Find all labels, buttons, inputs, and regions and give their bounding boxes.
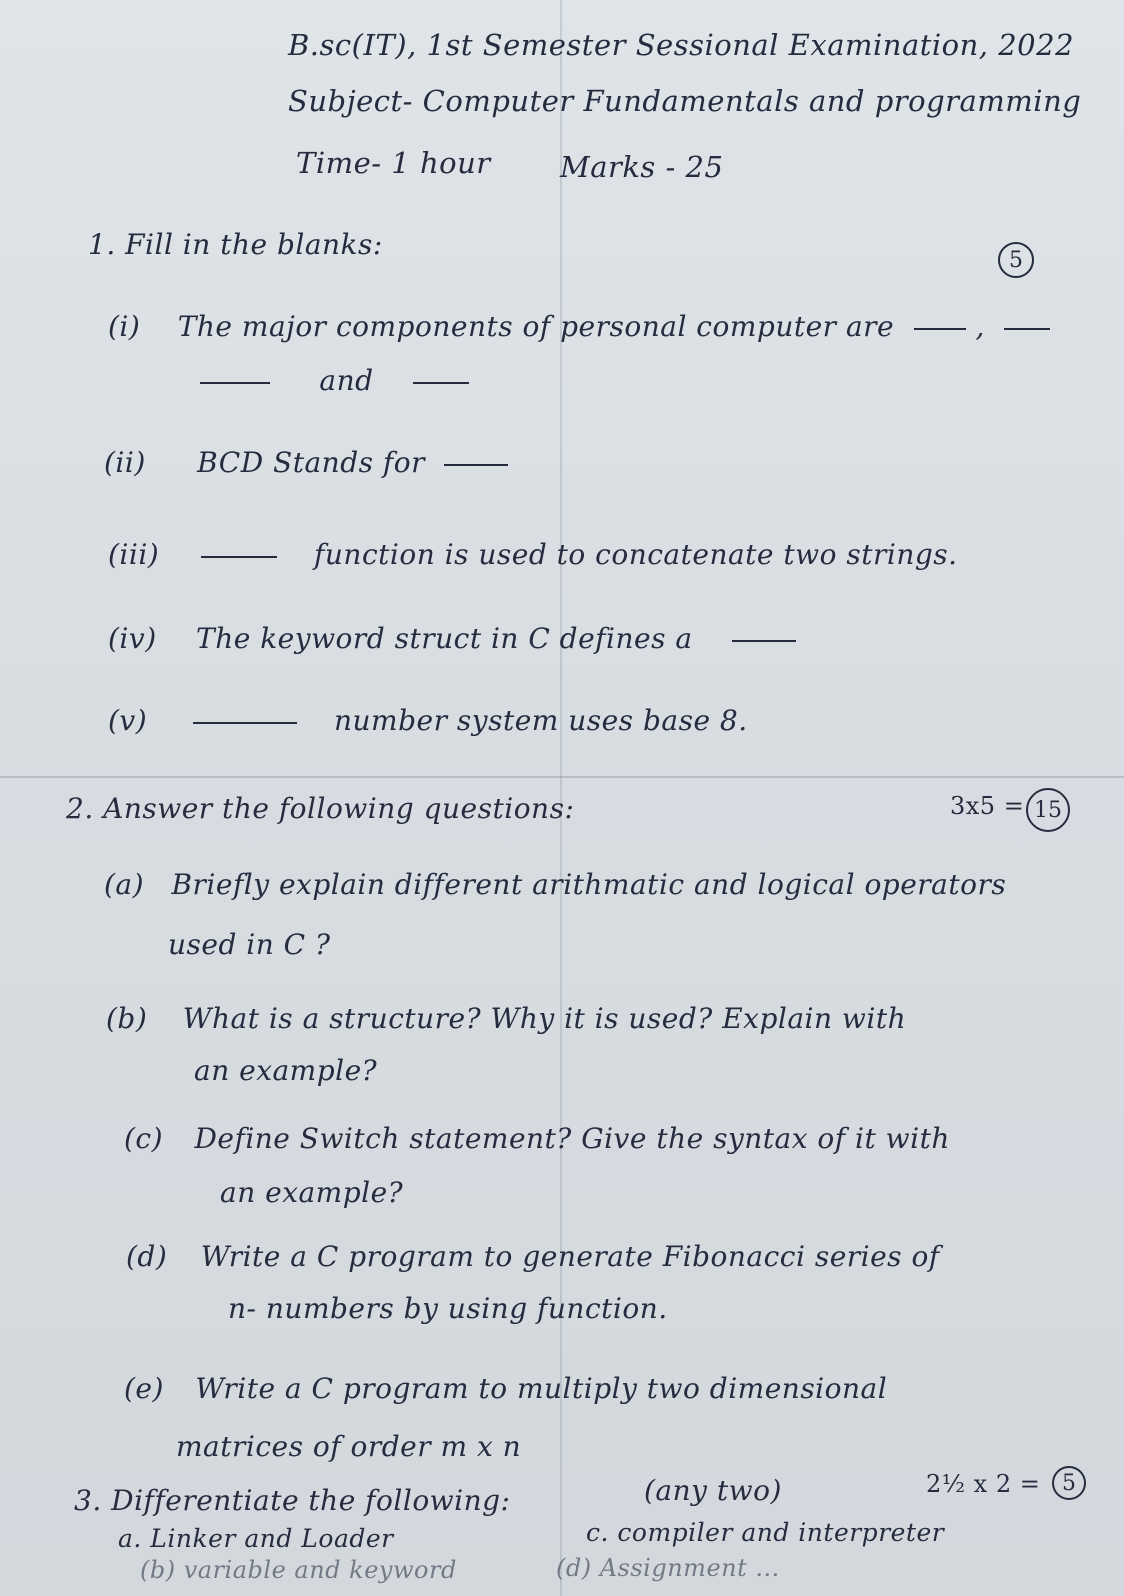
q1-item-text: The major components of personal computer are <box>177 310 895 343</box>
q1-item-number: (iii) <box>108 538 160 571</box>
paper-fold-horizontal <box>0 776 1124 778</box>
q2-item-e-cont: matrices of order m x n <box>176 1430 522 1463</box>
answer-blank <box>1004 328 1050 330</box>
q3-option-c: c. compiler and interpreter <box>586 1518 945 1547</box>
q1-heading: 1. Fill in the blanks: <box>88 228 383 261</box>
q1-item-iii <box>108 538 958 571</box>
q2-item-text: Briefly explain different arithmatic and logical operators <box>171 868 1007 901</box>
q3-option-a: a. Linker and Loader <box>118 1524 394 1553</box>
q1-item-text: function is used to concatenate two strings. <box>314 538 958 571</box>
q1-item-text: number system uses base 8. <box>333 704 748 737</box>
marks-line: Marks - 25 <box>560 150 724 184</box>
q1-item-number: (ii) <box>104 446 146 479</box>
q2-item-text: Write a C program to multiply two dimensional <box>195 1372 888 1405</box>
q2-item-number: (b) <box>106 1002 148 1035</box>
q2-item-c-cont: an example? <box>220 1176 404 1209</box>
q2-item-a <box>104 868 1006 901</box>
q3-option-b: (b) variable and keyword <box>140 1556 457 1584</box>
answer-blank <box>193 722 297 724</box>
answer-blank <box>200 382 270 384</box>
q2-marks-circled: 15 <box>1026 788 1070 832</box>
answer-blank <box>914 328 966 330</box>
exam-title: B.sc(IT), 1st Semester Sessional Examination, 2022 <box>288 28 1075 62</box>
q2-item-c <box>124 1122 950 1155</box>
subject-line: Subject- Computer Fundamentals and programming <box>288 84 1082 118</box>
q2-item-text: Write a C program to generate Fibonacci series of <box>200 1240 940 1273</box>
q1-marks-circled: 5 <box>998 242 1034 278</box>
q2-item-d-cont: n- numbers by using function. <box>228 1292 668 1325</box>
answer-blank <box>413 382 469 384</box>
q2-item-number: (c) <box>124 1122 164 1155</box>
q1-item-number: (v) <box>108 704 148 737</box>
time-line: Time- 1 hour <box>296 146 491 180</box>
q1-item-i-cont <box>190 364 479 397</box>
q1-item-text: BCD Stands for <box>197 446 425 479</box>
q1-item-text: The keyword struct in C defines a <box>196 622 693 655</box>
q1-item-v <box>108 704 748 737</box>
q2-heading: 2. Answer the following questions: <box>66 792 575 825</box>
q2-item-text: Define Switch statement? Give the syntax of it with <box>194 1122 950 1155</box>
q3-marks-formula: 2½ x 2 = <box>926 1470 1041 1498</box>
q2-item-number: (d) <box>126 1240 168 1273</box>
q1-item-number: (i) <box>108 310 141 343</box>
q2-item-number: (a) <box>104 868 145 901</box>
q1-item-i: (i) The major components of personal computer are , <box>108 310 1060 343</box>
q2-marks-formula: 3x5 = <box>950 792 1025 820</box>
q3-marks-circled: 5 <box>1052 1466 1086 1500</box>
q3-note: (any two) <box>644 1474 782 1507</box>
q2-item-b-cont: an example? <box>194 1054 378 1087</box>
answer-blank <box>444 464 508 466</box>
q1-item-iv <box>108 622 806 655</box>
q1-item-ii <box>104 446 518 479</box>
answer-blank <box>732 640 796 642</box>
q2-item-b <box>106 1002 906 1035</box>
answer-blank <box>201 556 277 558</box>
q1-item-text: and <box>319 364 374 397</box>
q2-item-a-cont: used in C ? <box>168 928 331 961</box>
q2-item-text: What is a structure? Why it is used? Explain with <box>182 1002 907 1035</box>
q3-option-d: (d) Assignment ... <box>556 1554 780 1582</box>
q2-item-number: (e) <box>124 1372 164 1405</box>
q3-heading: 3. Differentiate the following: <box>74 1484 511 1517</box>
q1-item-number: (iv) <box>108 622 157 655</box>
q2-item-e <box>124 1372 887 1405</box>
q2-item-d <box>126 1240 940 1273</box>
